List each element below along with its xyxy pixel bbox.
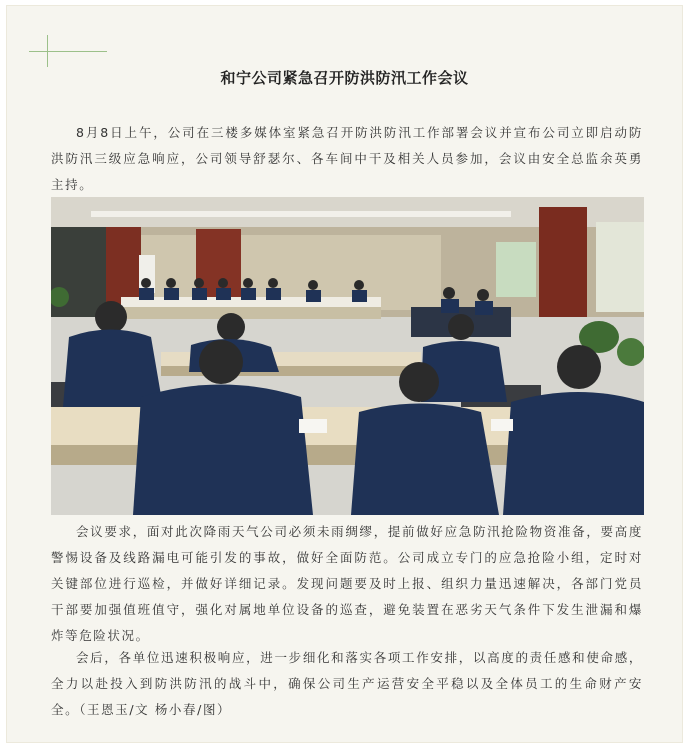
article-title: 和宁公司紧急召开防洪防汛工作会议 — [220, 69, 469, 87]
meeting-photo — [51, 197, 644, 515]
decorative-corner-line-vertical — [47, 35, 48, 67]
article-paragraph-1: 8月8日上午，公司在三楼多媒体室紧急召开防洪防汛工作部署会议并宣布公司立即启动防洪防汛三级应急响应，公司领导舒瑟尔、各车间中干及相关人员参加，会议由安全总监余英勇主持。 — [51, 125, 643, 192]
decorative-corner-line — [29, 51, 107, 52]
article-page — [6, 5, 683, 743]
article-paragraph-2: 会议要求，面对此次降雨天气公司必须未雨绸缪，提前做好应急防汛抢险物资准备，要高度警惕设备及线路漏电可能引发的事故，做好全面防范。公司成立专门的应急抢险小组，定时对关键部位进行巡检，并做好详细记录。发现问题要及时上报、组织力量迅速解决，各部门党员干部要加强值班值守，强化对属地单位设备的巡查，避免装置在恶劣天气条件下发生泄漏和爆炸等危险状况。 — [51, 524, 643, 643]
article-paragraph-3: 会后，各单位迅速积极响应，进一步细化和落实各项工作安排，以高度的责任感和使命感，全力以赴投入到防洪防汛的战斗中，确保公司生产运营安全平稳以及全体员工的生命财产安全。（王恩玉/文 杨小春/图） — [51, 650, 643, 717]
